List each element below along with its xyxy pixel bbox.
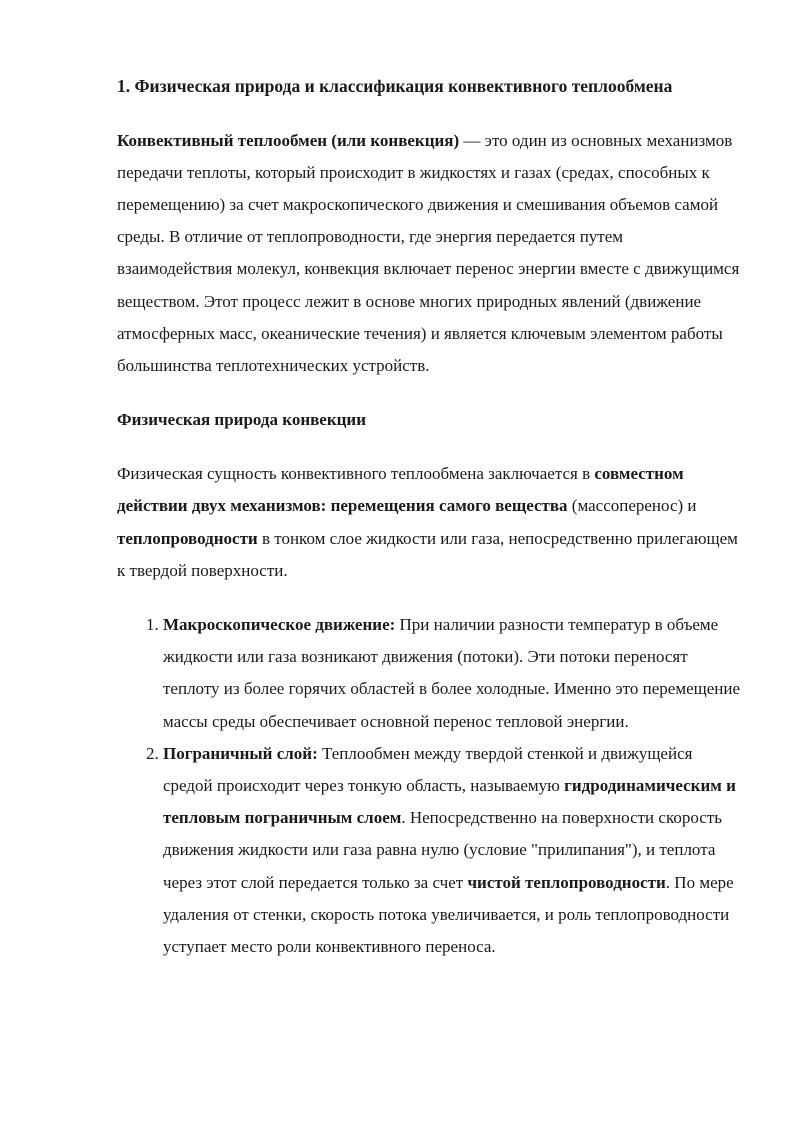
essence-text-3: в тонком слое жидкости или газа, непосредственно прилегающем к твердой поверхности. — [117, 528, 738, 580]
section-title: 1. Физическая природа и классификация конвективного теплообмена — [117, 76, 673, 96]
list-item-2-text-2: . Непосредственно на поверхности скорость движения жидкости или газа равна нулю (условие "прилипания"), и теплота через этот слой передается только за счет — [163, 808, 722, 892]
list-item-2-bold-3: чистой теплопроводности — [467, 872, 666, 892]
essence-paragraph — [117, 458, 740, 587]
intro-text: — это один из основных механизмов передачи теплоты, который происходит в жидкостях и газах (средах, способных к перемещению) за счет макроскопического движения и смешивания объемов самой среды. В отличие от теплопроводности, где энергия передается путем взаимодействия молекул, конвекция включает перенос энергии вместе с движущимся веществом. Этот процесс лежит в основе многих природных явлений (движение атмосферных масс, океанические течения) и является ключевым элементом работы большинства теплотехнических устройств. — [117, 130, 740, 375]
intro-bold-term: Конвективный теплообмен (или конвекция) — [117, 130, 460, 150]
list-item-1-bold: Макроскопическое движение: — [163, 614, 396, 634]
essence-bold-2: теплопроводности — [117, 528, 258, 548]
essence-bold-1: совместном действии двух механизмов: перемещения самого вещества — [117, 464, 684, 516]
essence-text-1: Физическая сущность конвективного теплообмена заключается в — [117, 464, 595, 484]
list-item-2-text-1: Теплообмен между твердой стенкой и движущейся средой происходит через тонкую область, называемую — [163, 743, 693, 795]
list-item-2-bold-2: гидродинамическим и тепловым пограничным слоем — [163, 775, 736, 828]
list-item-2-text-3: . По мере удаления от стенки, скорость потока увеличивается, и роль теплопроводности уступает место роли конвективного переноса. — [163, 872, 734, 956]
numbered-list — [117, 609, 740, 963]
list-item-2-bold: Пограничный слой: — [163, 743, 318, 763]
list-item — [163, 738, 740, 963]
subheading: Физическая природа конвекции — [117, 410, 367, 430]
list-item-1-text: При наличии разности температур в объеме жидкости или газа возникают движения (потоки). Эти потоки переносят теплоту из более горячих областей в более холодные. Именно это перемещение массы среды обеспечивает основной перенос тепловой энергии. — [163, 614, 740, 731]
intro-paragraph — [117, 125, 740, 383]
essence-text-2: (массоперенос) и — [567, 496, 697, 516]
list-item — [163, 609, 740, 738]
